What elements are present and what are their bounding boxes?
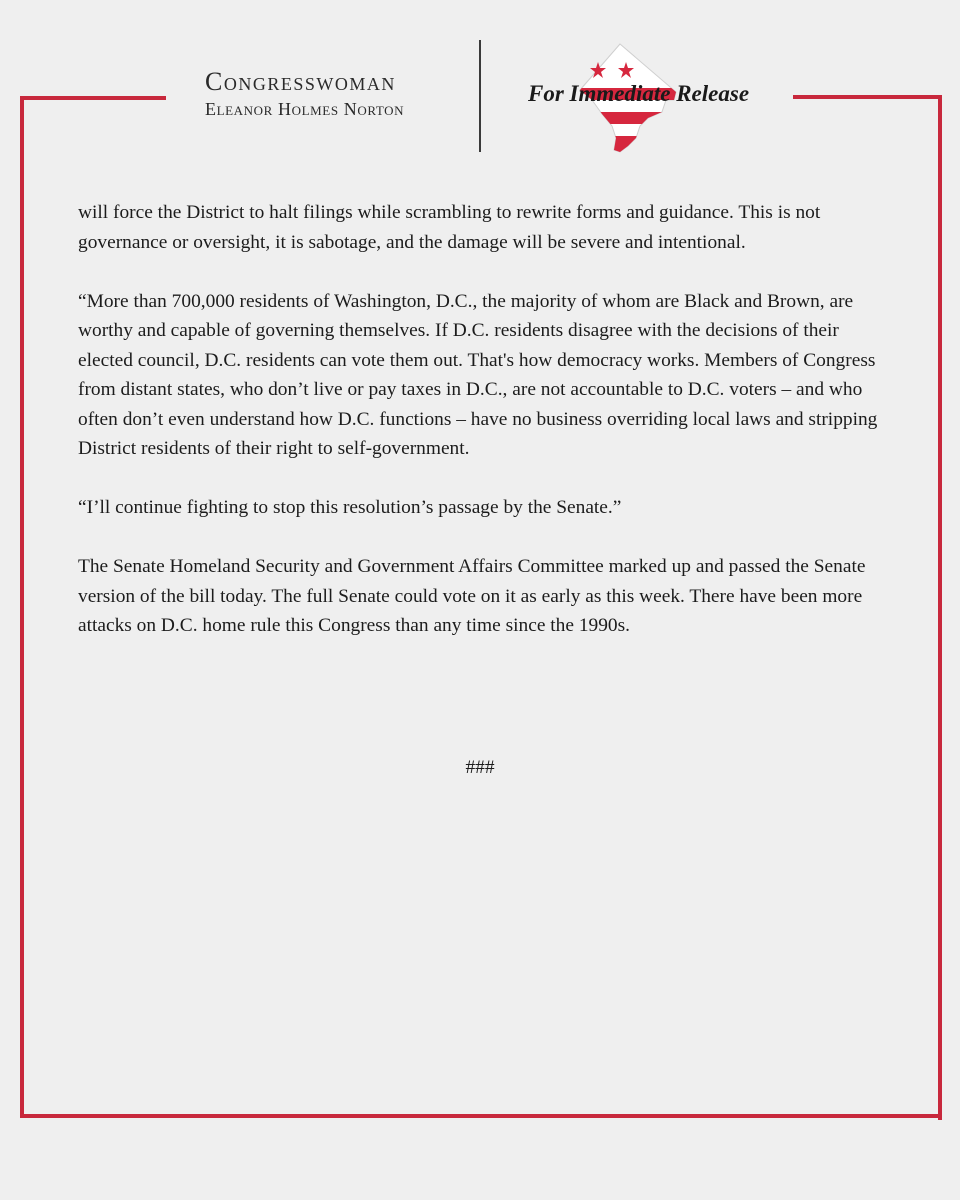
frame-top-right-border bbox=[793, 95, 942, 99]
end-of-release-mark: ### bbox=[465, 757, 495, 778]
frame-right-border bbox=[938, 95, 942, 1120]
header-title-line2: Eleanor Holmes Norton bbox=[205, 99, 405, 119]
body-paragraph-2: “More than 700,000 residents of Washington, D.C., the majority of whom are Black and Brown, are worthy and capable of governing themselves. If D.C. residents disagree with the decisions of their elected council, D.C. residents can vote them out. That's how democracy works. Members of Congress from distant states, who don’t live or pay taxes in D.C., are not accountable to D.C. voters – and who often don’t even understand how D.C. functions – have no business overriding local laws and stripping District residents of their right to self-government. bbox=[78, 290, 878, 459]
header-divider bbox=[479, 40, 481, 152]
body-paragraph-1: will force the District to halt filings while scrambling to rewrite forms and guidance. This is not governance or oversight, it is sabotage, and the damage will be severe and intentional. bbox=[78, 202, 821, 253]
for-immediate-release-label: For Immediate Release bbox=[528, 81, 750, 106]
press-release-body bbox=[78, 198, 888, 670]
congresswoman-name-block bbox=[205, 68, 445, 120]
body-paragraph-3: “I’ll continue fighting to stop this resolution’s passage by the Senate.” bbox=[78, 497, 622, 518]
body-paragraph-4: The Senate Homeland Security and Government Affairs Committee marked up and passed the Senate version of the bill today. The full Senate could vote on it as early as this week. There have been more attacks on D.C. home rule this Congress than any time since the 1990s. bbox=[78, 556, 866, 636]
header-title-line1: Congresswoman bbox=[205, 67, 396, 96]
frame-left-border bbox=[20, 96, 24, 1118]
frame-top-left-border bbox=[20, 96, 166, 100]
frame-bottom-border bbox=[20, 1114, 942, 1118]
